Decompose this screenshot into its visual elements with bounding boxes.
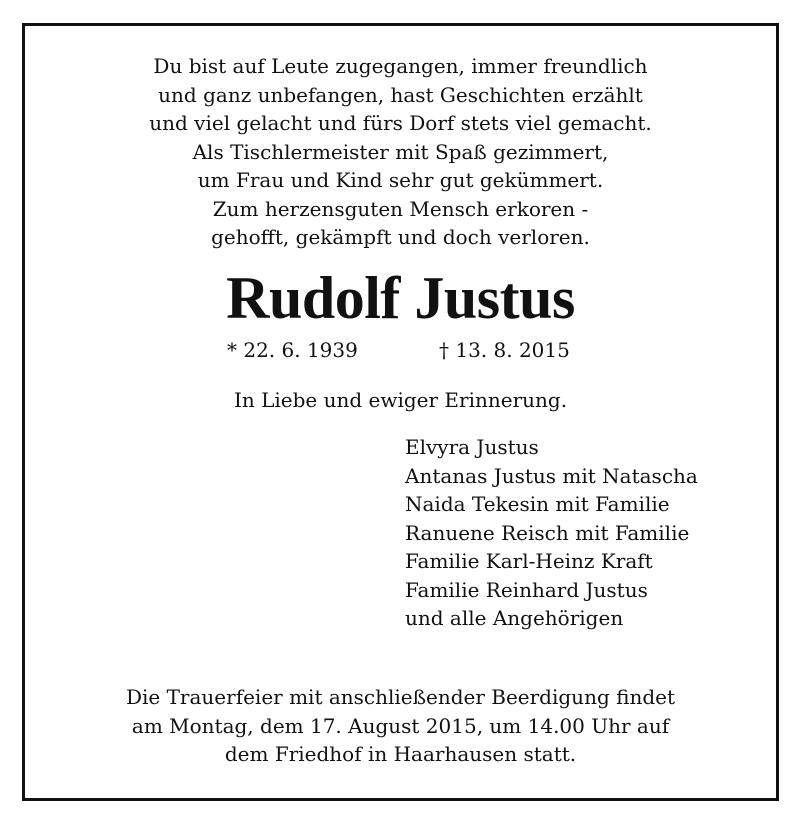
- poem-line: und ganz unbefangen, hast Geschichten erzählt: [158, 82, 643, 107]
- life-dates: [25, 338, 776, 368]
- poem-line: Zum herzensguten Mensch erkoren -: [212, 196, 589, 221]
- mourner-item: Antanas Justus mit Natascha: [405, 463, 698, 488]
- poem-line: Du bist auf Leute zugegangen, immer freundlich: [153, 54, 648, 78]
- funeral-line: dem Friedhof in Haarhausen statt.: [224, 742, 577, 766]
- memorial-text: In Liebe und ewiger Erinnerung.: [233, 388, 568, 412]
- funeral-line: Die Trauerfeier mit anschließender Beerdigung findet: [125, 685, 676, 709]
- poem-line: Als Tischlermeister mit Spaß gezimmert,: [192, 139, 609, 164]
- poem-line: um Frau und Kind sehr gut gekümmert.: [197, 168, 604, 192]
- mourner-item: Ranuene Reisch mit Familie: [405, 520, 690, 545]
- poem-line: und viel gelacht und fürs Dorf stets viel gemacht.: [149, 111, 652, 135]
- deceased-name: Rudolf Justus: [226, 265, 575, 331]
- funeral-notice: [25, 683, 776, 769]
- birth-date: * 22. 6. 1939: [227, 338, 358, 362]
- death-date: † 13. 8. 2015: [439, 338, 570, 362]
- mourners-list: [405, 433, 698, 633]
- funeral-line: am Montag, dem 17. August 2015, um 14.00 Uhr auf: [131, 713, 670, 738]
- mourner-item: Naida Tekesin mit Familie: [405, 492, 670, 516]
- poem-line: gehofft, gekämpft und doch verloren.: [211, 225, 590, 249]
- mourner-item: Elvyra Justus: [405, 435, 539, 459]
- obituary-frame: [22, 23, 779, 801]
- memorial-poem: [25, 52, 776, 252]
- mourner-item: und alle Angehörigen: [405, 606, 624, 630]
- mourner-item: Familie Karl-Heinz Kraft: [405, 549, 653, 573]
- mourner-item: Familie Reinhard Justus: [405, 577, 648, 602]
